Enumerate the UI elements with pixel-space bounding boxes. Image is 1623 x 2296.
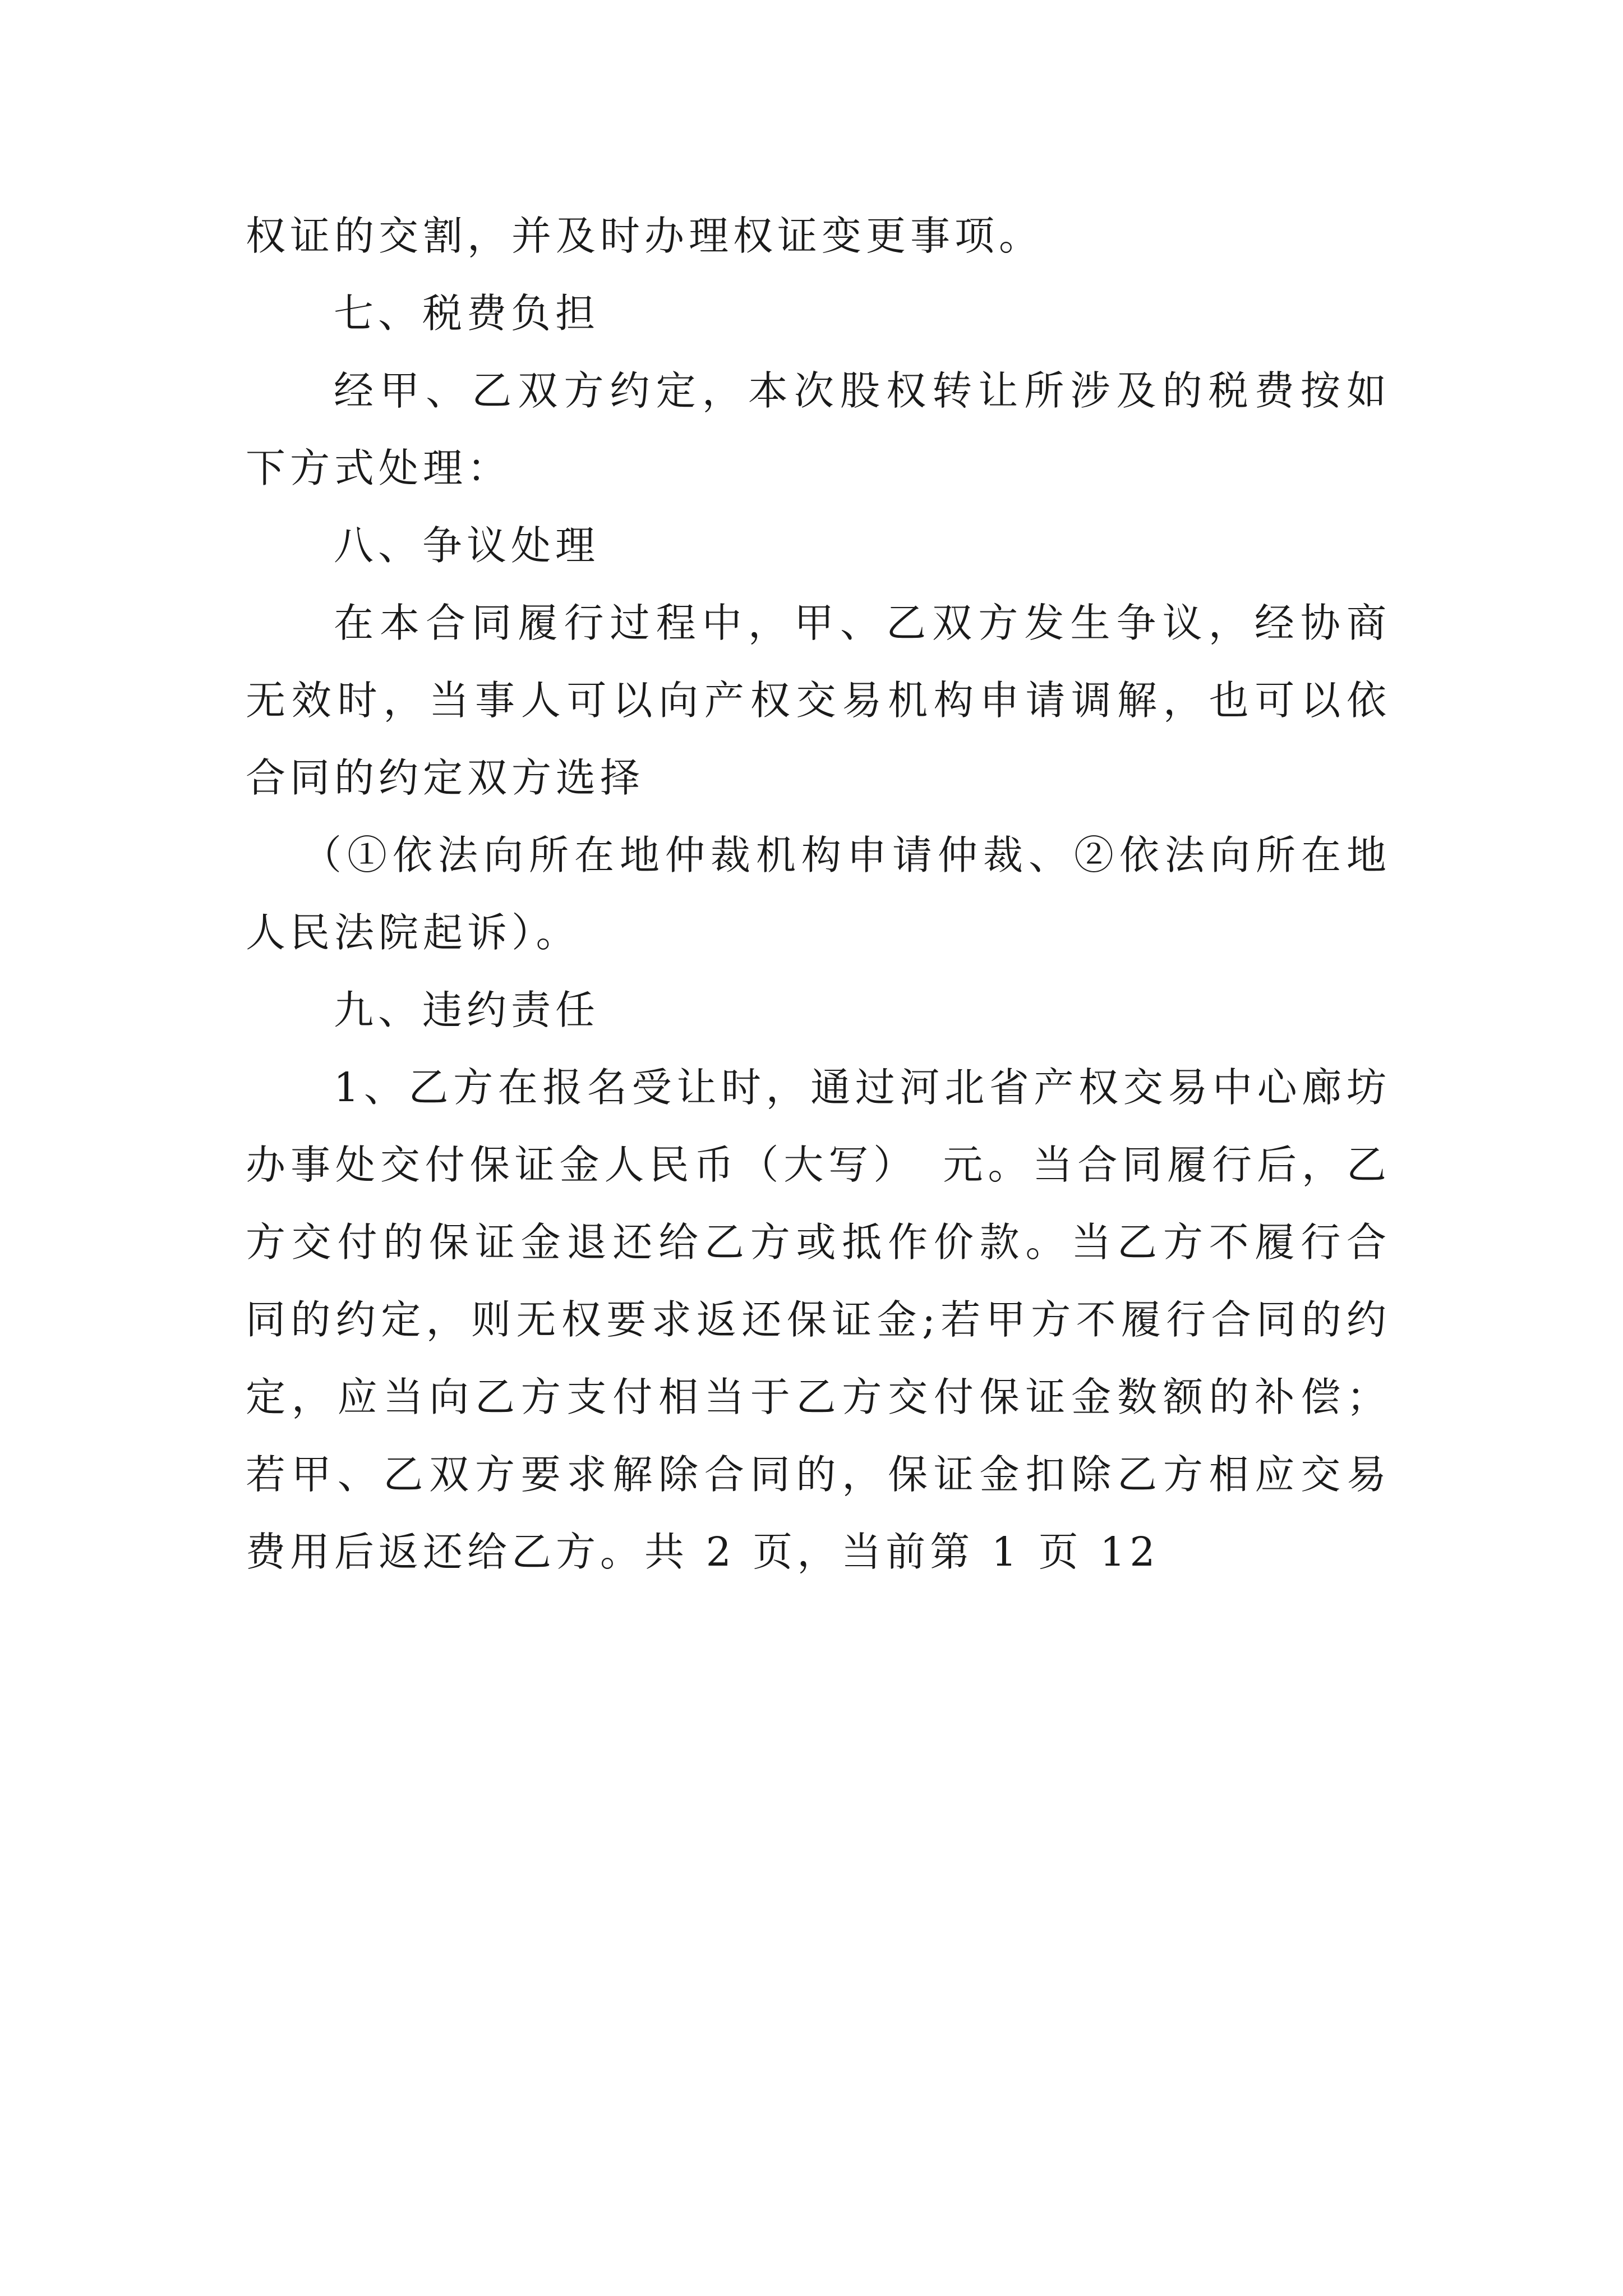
paragraph-continuation: 权证的交割，并及时办理权证变更事项。 (246, 213, 1044, 259)
paragraph-tax-terms: 经甲、乙双方约定，本次股权转让所涉及的税费按如下方式处理： (246, 367, 1391, 491)
paragraph-dispute-options: （①依法向所在地仲裁机构申请仲裁、②依法向所在地人民法院起诉）。 (246, 832, 1391, 956)
section-heading-breach: 九、违约责任 (334, 987, 600, 1033)
document-body (246, 197, 1391, 1591)
section-heading-tax: 七、税费负担 (334, 290, 600, 337)
paragraph-dispute-terms: 在本合同履行过程中，甲、乙双方发生争议，经协商无效时，当事人可以向产权交易机构申请调解，也可以依合同的约定双方选择 (246, 600, 1391, 801)
section-heading-dispute: 八、争议处理 (334, 522, 600, 569)
paragraph-breach-terms: 1、乙方在报名受让时，通过河北省产权交易中心廊坊办事处交付保证金人民币（大写） 元。当合同履行后，乙方交付的保证金退还给乙方或抵作价款。当乙方不履行合同的约定，则无权要求返还保证金;若甲方不履行合同的约定，应当向乙方支付相当于乙方交付保证金数额的补偿；若甲、乙双方要求解除合同的，保证金扣除乙方相应交易费用后返还给乙方。共 2 页，当前第 1 页 12 (246, 1064, 1391, 1575)
